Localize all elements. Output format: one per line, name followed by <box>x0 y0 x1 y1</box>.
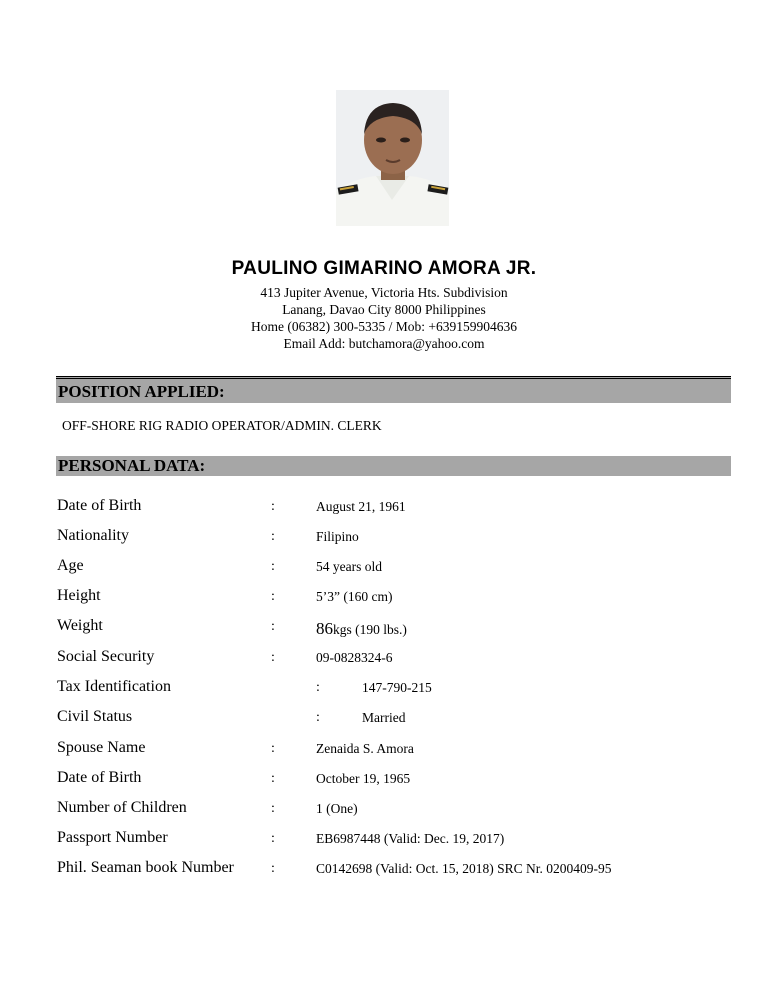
row-label: Social Security <box>57 648 155 665</box>
row-value: 09-0828324-6 <box>316 650 393 665</box>
row-label: Civil Status <box>57 708 133 725</box>
personal-data-row <box>0 769 768 793</box>
personal-data-row <box>0 859 768 883</box>
phone-line: Home (06382) 300-5335 / Mob: +639159904636 <box>251 319 517 334</box>
personal-data-section-bar <box>56 456 731 476</box>
row-label: Date of Birth <box>57 497 142 514</box>
weight-number: 86 <box>316 619 333 638</box>
row-value: EB6987448 (Valid: Dec. 19, 2017) <box>316 831 505 846</box>
row-label: Number of Children <box>57 799 187 816</box>
profile-photo <box>336 90 449 226</box>
personal-data-row <box>0 497 768 521</box>
row-colon: : <box>271 801 275 816</box>
row-value: Married <box>362 710 406 725</box>
row-value: 147-790-215 <box>362 680 432 695</box>
personal-data-row <box>0 739 768 763</box>
row-colon: : <box>316 710 320 725</box>
row-colon: : <box>271 589 275 604</box>
row-colon: : <box>271 559 275 574</box>
row-label: Nationality <box>57 527 129 544</box>
row-value: 54 years old <box>316 559 382 574</box>
email-line: Email Add: butchamora@yahoo.com <box>283 336 485 351</box>
position-applied-heading: POSITION APPLIED: <box>58 382 225 401</box>
row-label: Phil. Seaman book Number <box>57 859 234 876</box>
row-label: Weight <box>57 617 103 634</box>
position-applied-section-bar <box>56 376 731 403</box>
row-value: Filipino <box>316 529 359 544</box>
personal-data-row <box>0 557 768 581</box>
personal-data-row <box>0 617 768 641</box>
row-value: Zenaida S. Amora <box>316 741 414 756</box>
row-colon: : <box>271 499 275 514</box>
row-label: Date of Birth <box>57 769 142 786</box>
personal-data-row <box>0 527 768 551</box>
row-colon: : <box>271 741 275 756</box>
row-label: Tax Identification <box>57 678 171 695</box>
personal-data-row <box>0 799 768 823</box>
position-applied-value: OFF-SHORE RIG RADIO OPERATOR/ADMIN. CLERK <box>62 418 382 433</box>
row-value: 5’3” (160 cm) <box>316 589 393 604</box>
row-colon: : <box>271 861 275 876</box>
personal-data-row <box>0 708 768 732</box>
row-value: August 21, 1961 <box>316 499 406 514</box>
personal-data-row <box>0 829 768 853</box>
personal-data-row <box>0 648 768 672</box>
row-value: October 19, 1965 <box>316 771 411 786</box>
row-colon: : <box>271 831 275 846</box>
row-colon: : <box>271 619 275 634</box>
row-value: 1 (One) <box>316 801 358 816</box>
row-colon: : <box>316 680 320 695</box>
address-line-2: Lanang, Davao City 8000 Philippines <box>282 302 486 317</box>
row-value: C0142698 (Valid: Oct. 15, 2018) SRC Nr. 0200409-95 <box>316 861 612 876</box>
address-line-1: 413 Jupiter Avenue, Victoria Hts. Subdivision <box>260 285 508 300</box>
row-label: Spouse Name <box>57 739 146 756</box>
portrait-image <box>336 90 449 226</box>
personal-data-row <box>0 587 768 611</box>
personal-data-row <box>0 678 768 702</box>
row-colon: : <box>271 650 275 665</box>
row-colon: : <box>271 771 275 786</box>
weight-unit: kgs (190 lbs.) <box>333 622 407 637</box>
row-label: Height <box>57 587 101 604</box>
row-label: Passport Number <box>57 829 168 846</box>
applicant-name: PAULINO GIMARINO AMORA JR. <box>231 258 537 279</box>
row-value <box>316 619 407 639</box>
row-label: Age <box>57 557 84 574</box>
personal-data-heading: PERSONAL DATA: <box>58 456 206 475</box>
row-colon: : <box>271 529 275 544</box>
